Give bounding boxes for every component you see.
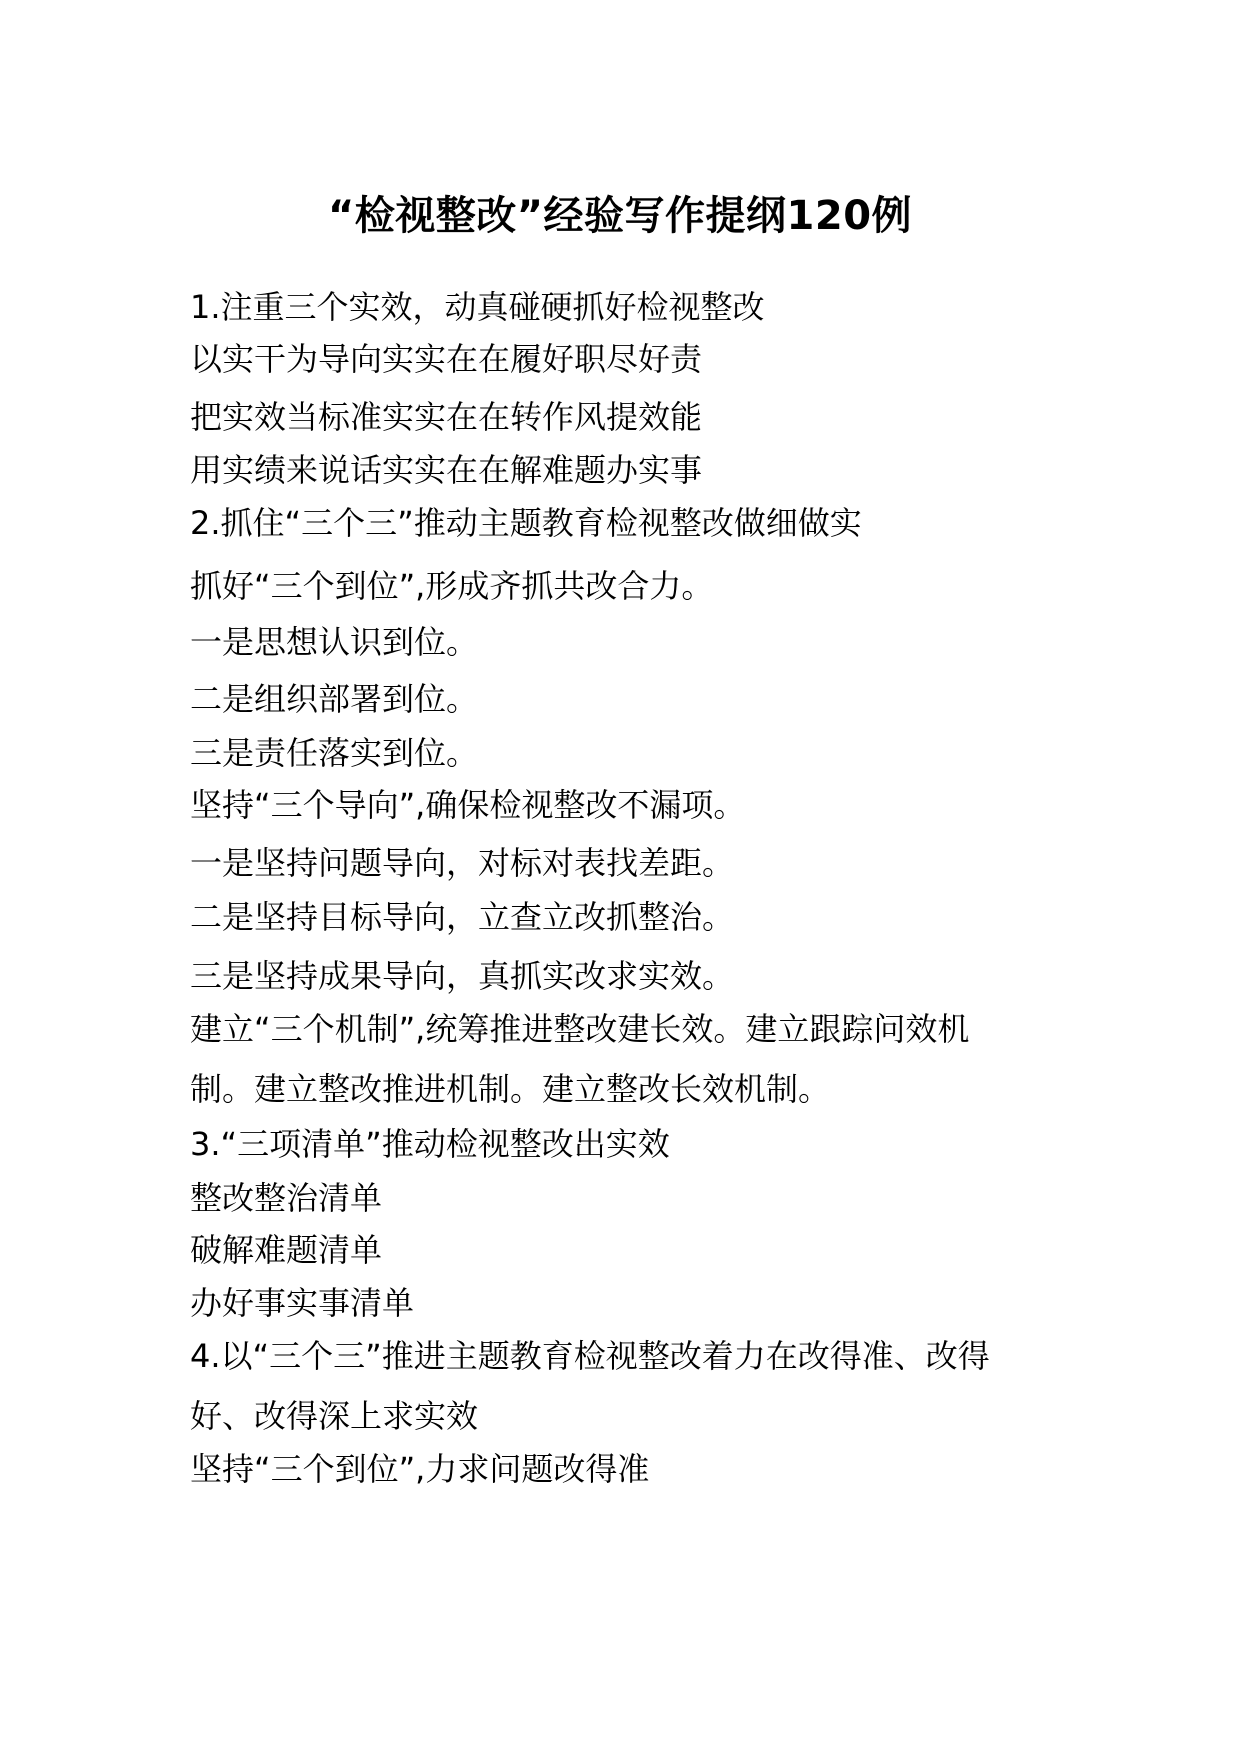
text-line: 制。建立整改推进机制。建立整改长效机制。 bbox=[190, 1070, 831, 1108]
document-title: “检视整改”经验写作提纲120例 bbox=[327, 193, 913, 239]
text-line: 2.抓住“三个三”推动主题教育检视整改做细做实 bbox=[190, 504, 862, 542]
text-line: 用实绩来说话实实在在解难题办实事 bbox=[190, 451, 703, 489]
text-line: 好、改得深上求实效 bbox=[190, 1397, 479, 1435]
text-line: 抓好“三个到位”,形成齐抓共改合力。 bbox=[190, 567, 714, 605]
text-line: 破解难题清单 bbox=[190, 1231, 383, 1269]
text-line: 1.注重三个实效，动真碰硬抓好检视整改 bbox=[190, 288, 765, 326]
text-line: 二是坚持目标导向，立查立改抓整治。 bbox=[190, 898, 735, 936]
text-line: 3.“三项清单”推动检视整改出实效 bbox=[190, 1125, 670, 1163]
text-line: 4.以“三个三”推进主题教育检视整改着力在改得准、改得 bbox=[190, 1337, 990, 1375]
text-line: 二是组织部署到位。 bbox=[190, 680, 479, 718]
text-line: 办好事实事清单 bbox=[190, 1284, 415, 1322]
text-line: 三是责任落实到位。 bbox=[190, 734, 479, 772]
text-line: 整改整治清单 bbox=[190, 1179, 383, 1217]
text-line: 建立“三个机制”,统筹推进整改建长效。建立跟踪问效机 bbox=[190, 1010, 970, 1048]
text-line: 把实效当标准实实在在转作风提效能 bbox=[190, 398, 703, 436]
text-line: 坚持“三个到位”,力求问题改得准 bbox=[190, 1450, 650, 1488]
text-line: 一是思想认识到位。 bbox=[190, 623, 479, 661]
text-line: 一是坚持问题导向，对标对表找差距。 bbox=[190, 844, 735, 882]
text-line: 三是坚持成果导向，真抓实改求实效。 bbox=[190, 957, 735, 995]
text-line: 以实干为导向实实在在履好职尽好责 bbox=[190, 340, 703, 378]
text-line: 坚持“三个导向”,确保检视整改不漏项。 bbox=[190, 786, 746, 824]
